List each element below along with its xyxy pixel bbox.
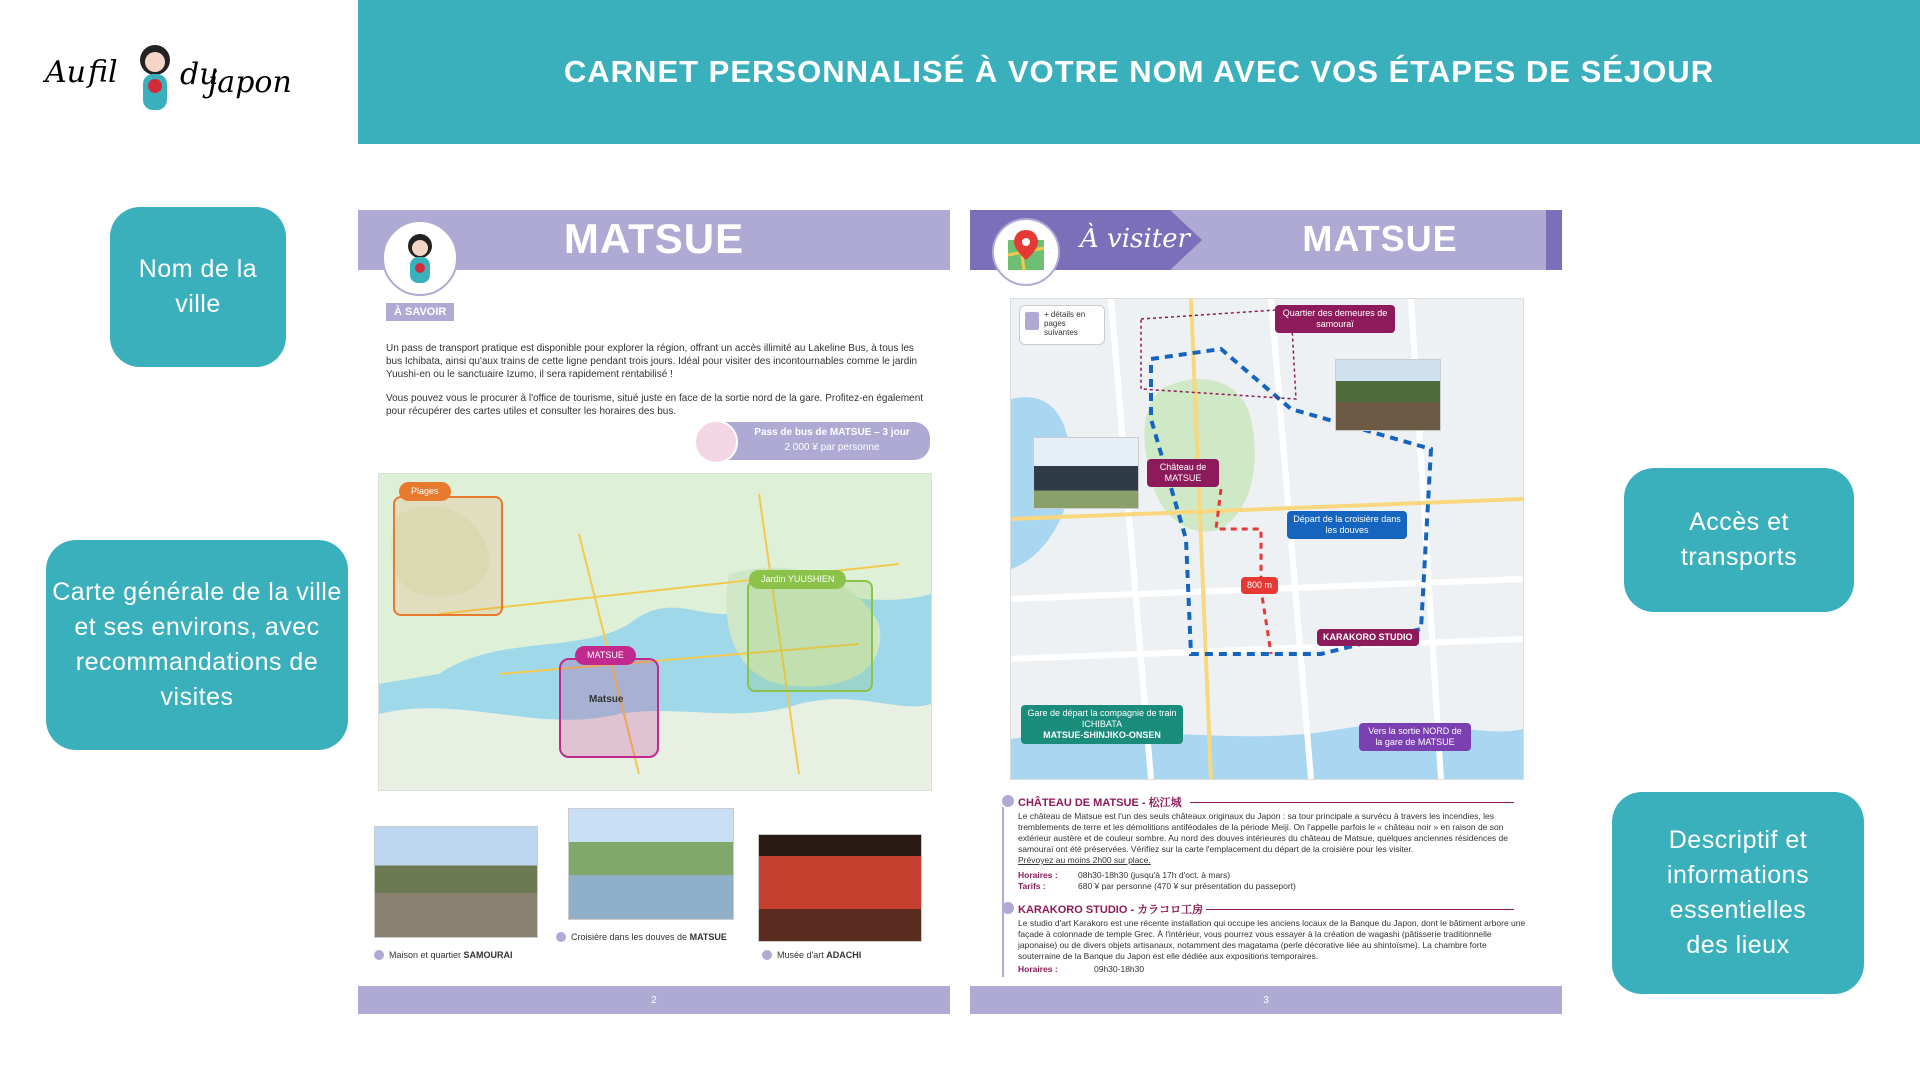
quartier-label: Quartier des demeures de samouraï (1275, 305, 1395, 333)
header-banner (358, 0, 1920, 144)
sakura-icon (694, 420, 738, 464)
plages-zone (393, 496, 503, 616)
gare-depart-label: Gare de départ la compagnie de train ICHIBATA MATSUE-SHINJIKO-ONSEN (1021, 705, 1183, 744)
page-number: 2 (651, 994, 657, 1006)
savoir-tag: À SAVOIR (386, 303, 454, 321)
bullet-dot (556, 932, 566, 942)
matsue-city-label: Matsue (589, 694, 624, 705)
jardin-zone (747, 580, 873, 692)
distance-label: 800 m (1241, 577, 1278, 594)
document-icon (1025, 312, 1039, 330)
caption-samurai: Maison et quartier SAMOURAI (374, 950, 513, 960)
chateau-price-label: Tarifs : (1018, 881, 1046, 891)
chateau-hours: 08h30-18h30 (jusqu'à 17h d'oct. à mars) (1078, 870, 1231, 880)
plages-label: Plages (399, 482, 451, 501)
banner-title: CARNET PERSONNALISÉ À VOTRE NOM AVEC VOS ÉTAPES DE SÉJOUR (563, 54, 1715, 89)
callout-access: Accès et transports (1624, 468, 1854, 612)
karakoro-hours: 09h30-18h30 (1094, 964, 1145, 974)
pass-price: 2 000 ¥ par personne (784, 442, 880, 453)
callout-city-name: Nom de la ville (110, 207, 286, 367)
chateau-hours-label: Horaires : (1018, 870, 1058, 880)
sortie-nord-label: Vers la sortie NORD de la gare de MATSUE (1359, 723, 1471, 751)
caption-adachi: Musée d'art ADACHI (762, 950, 861, 960)
general-map (378, 473, 932, 791)
bullet-dot (1002, 795, 1014, 807)
svg-text:japon: japon (208, 65, 292, 100)
city-map (1010, 298, 1524, 780)
visit-badge-label: À visiter (1080, 224, 1190, 254)
karakoro-hours-label: Horaires : (1018, 964, 1058, 974)
bus-pass-box (698, 422, 930, 460)
left-page (358, 210, 950, 1016)
intro-paragraph: Un pass de transport pratique est disponible pour explorer la région, offrant un accès illimité au Lakeline Bus, à tous les bus Ichibata, ainsi qu'aux trains de cette ligne pendant trois jours. Idéal pour visiter des incontournables comme le jardin Yuushi-en ou le sanctuaire Izumo, il sera rapidement rentabilisé ! (386, 343, 918, 380)
croisiere-label: Départ de la croisière dans les douves (1287, 511, 1407, 539)
caption-croisiere: Croisière dans les douves de MATSUE (556, 932, 727, 942)
timeline-line (1002, 807, 1004, 977)
map-pin-icon (992, 218, 1060, 286)
logo (40, 22, 310, 122)
karakoro-text: Le studio d'art Karakoro est une récente installation qui occupe les anciens locaux de la Banque du Japon, dont le bâtiment arbore une façade à colonnade de temple Grec. À l'intérieur, vous pourrez vous essayer à la création de wagashi (pâtisserie traditionnelle japonaise) ou de divers objets artisanaux, notamment des magatama (perle décorative liée au shintoïsme). La chambre forte souterraine de la Banque du Japon est elle dédiée aux expositions temporaires. (1018, 918, 1526, 961)
chateau-text: Le château de Matsue est l'un des seuls châteaux originaux du Japon : sa tour principale a survécu à travers les incendies, les tremblements de terre et les démolitions antiféodales de la période Meiji. On l'appelle parfois le « château noir » en raison de son extérieur austère et de couleur sombre. Au nord des douves intérieures du château de Matsue, quelques anciennes résidences de samouraï ont été préservées. Vérifiez sur la carte l'emplacement du départ de la croisière pour les visiter. (1018, 811, 1509, 854)
page-footer (970, 986, 1562, 1014)
title-rule (1206, 909, 1514, 910)
chateau-title: CHÂTEAU DE MATSUE - 松江城 (1018, 797, 1182, 809)
photo-chateau (1033, 437, 1139, 509)
chateau-note: Prévoyez au moins 2h00 sur place. (1018, 855, 1151, 865)
matsue-zone (559, 658, 659, 758)
karakoro-title: KARAKORO STUDIO - カラコロ工房 (1018, 904, 1204, 916)
photo-samurai (374, 826, 538, 938)
chateau-label: Château de MATSUE (1147, 459, 1219, 487)
svg-text:Au: Au (45, 55, 86, 90)
jardin-label: Jardin YUUSHIEN (749, 570, 846, 589)
photo-croisiere (568, 808, 734, 920)
title-rule (1190, 802, 1514, 803)
svg-text:du: du (180, 57, 219, 92)
bullet-dot (1002, 902, 1014, 914)
details-note: + détails en pages suivantes (1019, 305, 1105, 345)
pass-title: Pass de bus de MATSUE – 3 jour (754, 427, 910, 438)
callout-description: Descriptif et informations essentielles des lieux (1612, 792, 1864, 994)
photo-adachi (758, 834, 922, 942)
karakoro-label: KARAKORO STUDIO (1317, 629, 1419, 646)
right-page (970, 210, 1562, 1016)
page-title: MATSUE (563, 215, 745, 262)
matsue-label: MATSUE (575, 646, 636, 665)
page-number: 3 (1263, 994, 1269, 1006)
kokeshi-doll-icon (40, 22, 310, 122)
callout-general-map: Carte générale de la ville et ses environs, avec recommandations de visites (46, 540, 348, 750)
chateau-price: 680 ¥ par personne (470 ¥ sur présentation du passeport) (1078, 881, 1296, 891)
office-paragraph: Vous pouvez vous le procurer à l'office de tourisme, situé juste en face de la sortie nord de la gare. Profitez-en également pour récupérer des cartes utiles et consulter les horaires des bus. (386, 393, 924, 417)
photo-samurai-house (1335, 359, 1441, 431)
bullet-dot (762, 950, 772, 960)
page-title: MATSUE (1302, 218, 1458, 259)
band-accent (1546, 210, 1562, 270)
svg-text:fil: fil (88, 55, 118, 90)
bullet-dot (374, 950, 384, 960)
page-footer (358, 986, 950, 1014)
